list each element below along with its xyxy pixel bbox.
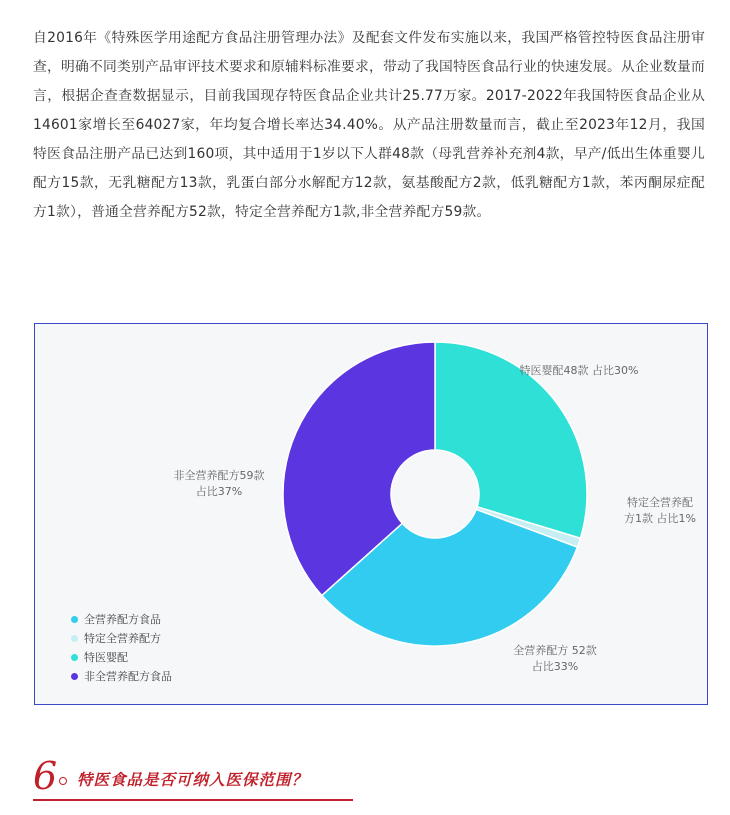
section-heading — [33, 754, 353, 802]
legend-item-2 — [71, 648, 172, 667]
legend-dot-icon — [71, 654, 78, 661]
article-paragraph: 自2016年《特殊医学用途配方食品注册管理办法》及配套文件发布实施以来，我国严格管控特医食品注册审查，明确不同类别产品审评技术要求和原辅料标准要求，带动了我国特医食品行业的快速发展。从企业数量而言，根据企查查数据显示，目前我国现存特医食品企业共计25.77万家。2017-2022年我国特医食品企业从14601家增长至64027家，年均复合增长率达34.40%。从产品注册数量而言，截止至2023年12月，我国特医食品注册产品已达到160项，其中适用于1岁以下人群48款（母乳营养补充剂4款，早产/低出生体重婴儿配方15款，无乳糖配方13款，乳蛋白部分水解配方12款，氨基酸配方2款，低乳糖配方1款，苯丙酮尿症配方1款），普通全营养配方52款，特定全营养配方1款,非全营养配方59款。 — [33, 30, 705, 220]
slice-label-2: 全营养配方 52款占比33% — [513, 644, 597, 673]
legend-label: 特医婴配 — [84, 651, 128, 664]
legend-item-0 — [71, 610, 172, 629]
legend-dot-icon — [71, 616, 78, 623]
chart-legend — [71, 610, 172, 686]
legend-dot-icon — [71, 673, 78, 680]
legend-item-1 — [71, 629, 172, 648]
slice-label-0: 特医婴配48款 占比30% — [519, 364, 639, 377]
legend-item-3 — [71, 667, 172, 686]
slice-label-3: 非全营养配方59款占比37% — [173, 469, 265, 498]
legend-label: 特定全营养配方 — [84, 632, 161, 645]
section-underline — [33, 799, 353, 801]
slice-label-1: 特定全营养配方1款 占比1% — [624, 496, 696, 525]
pie-chart — [34, 323, 708, 705]
section-number: 6 — [33, 754, 58, 798]
section-dot-icon — [59, 777, 67, 785]
section-title: 特医食品是否可纳入医保范围？ — [77, 771, 309, 789]
legend-dot-icon — [71, 635, 78, 642]
legend-label: 非全营养配方食品 — [84, 670, 172, 683]
legend-label: 全营养配方食品 — [84, 613, 161, 626]
